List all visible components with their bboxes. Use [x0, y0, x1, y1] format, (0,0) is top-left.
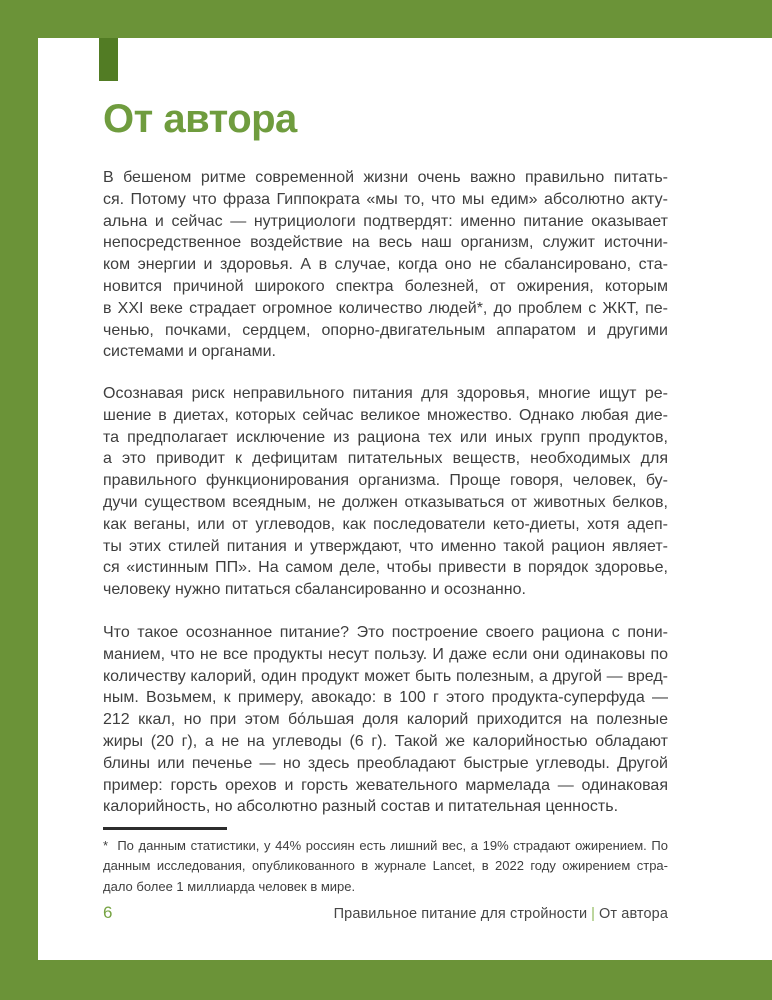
text-line: ком энергии и здоровья. А в случае, когда оно не сбалансировано, ста- — [103, 256, 668, 274]
text-line: количеству калорий, один продукт может быть полезным, а другой — вред- — [103, 667, 668, 685]
text-line: дучи существом всеядным, не должен отказываться от животных белков, — [103, 493, 668, 511]
footnote-divider — [103, 827, 227, 830]
text-line: как веганы, или от углеводов, как последователи кето-диеты, хотя адеп- — [103, 515, 668, 533]
text-line: блины или печенье — но здесь преобладают быстрые углеводы. Другой — [103, 754, 668, 772]
running-title-book: Правильное питание для стройности — [333, 906, 588, 922]
running-title-separator: | — [591, 906, 596, 922]
text-line: в XXI веке страдает огромное количество людей*, до проблем с ЖКТ, пе- — [103, 299, 668, 317]
page-number: 6 — [103, 903, 113, 922]
text-line: а это приводит к дефицитам питательных веществ, необходимых для — [103, 450, 668, 468]
text-line: ся. Потому что фраза Гиппократа «мы то, что мы едим» абсолютно акту- — [103, 190, 668, 208]
page-footer — [103, 903, 668, 923]
page-content — [103, 0, 668, 1000]
text-line: ты этих стилей питания и утверждают, что именно такой рацион являет- — [103, 537, 668, 555]
paragraph — [103, 167, 668, 363]
paragraph — [103, 622, 668, 818]
text-line: шение в диетах, которых сейчас великое множество. Однако любая дие- — [103, 406, 668, 424]
paragraph — [103, 383, 668, 601]
text-line: 212 ккал, но при этом бо́льшая доля калорий приходится на полезные — [103, 711, 668, 729]
page-title: От автора — [103, 97, 297, 141]
text-line: В бешеном ритме современной жизни очень важно правильно питать- — [103, 169, 668, 186]
text-line: альна и сейчас — нутрициологи подтвердят: именно питание оказывает — [103, 212, 668, 230]
text-line: пример: горсть орехов и горсть жевательного мармелада — одинаковая — [103, 776, 668, 794]
text-line: ченью, почками, сердцем, опорно-двигательным аппаратом и другими — [103, 321, 668, 339]
text-line: данным исследования, опубликованного в журнале Lancet, в 2022 году ожирением стра- — [103, 858, 668, 874]
text-line: непосредственное воздействие на весь наш организм, служит источни- — [103, 234, 668, 252]
text-line: человеку нужно питаться сбалансированно и осознанно. — [103, 581, 526, 599]
text-line: новится причиной широкого спектра болезней, от ожирения, которым — [103, 277, 668, 295]
footnote — [103, 836, 668, 897]
text-line: манием, что не все продукты несут пользу. И даже если они одинаковы по — [103, 645, 668, 663]
running-title-section: От автора — [599, 906, 668, 922]
text-line: Осознавая риск неправильного питания для здоровья, многие ищут ре- — [103, 385, 668, 402]
text-line: * По данным статистики, у 44% россиян есть лишний вес, а 19% страдают ожирением. По — [103, 838, 668, 853]
text-line: системами и органами. — [103, 343, 276, 361]
text-line: калорийность, но абсолютно разный состав и питательная ценность. — [103, 798, 619, 816]
text-line: правильного функционирования организма. Проще говоря, человек, бу- — [103, 472, 668, 490]
running-title — [334, 906, 668, 922]
text-line: та предполагает исключение из рациона тех или иных групп продуктов, — [103, 428, 668, 446]
text-line: жиры (20 г), а не на углеводы (6 г). Такой же калорийностью обладают — [103, 732, 668, 750]
text-line: ся «истинным ПП». На самом деле, чтобы привести в порядок здоровье, — [103, 559, 668, 577]
text-line: ным. Возьмем, к примеру, авокадо: в 100 г этого продукта-суперфуда — — [103, 689, 668, 707]
text-line: Что такое осознанное питание? Это построение своего рациона с пони- — [103, 624, 668, 641]
text-line: дало более 1 миллиарда человек в мире. — [103, 878, 356, 894]
